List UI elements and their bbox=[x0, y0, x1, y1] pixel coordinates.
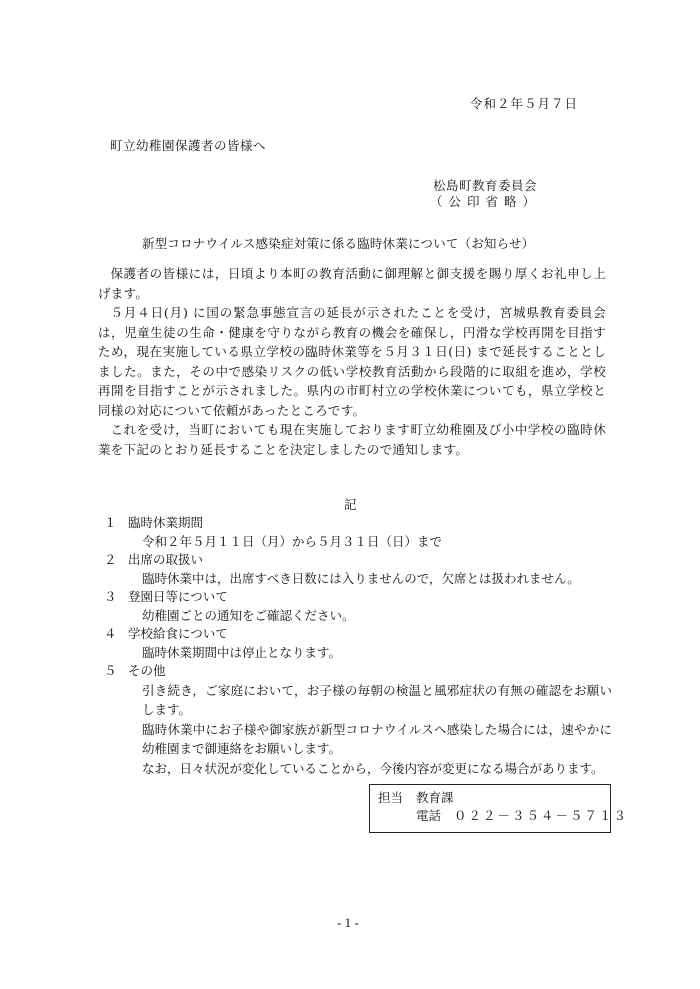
item-number: ２ bbox=[104, 552, 117, 567]
addressee: 町立幼稚園保護者の皆様へ bbox=[110, 138, 267, 153]
document-title: 新型コロナウイルス感染症対策に係る臨時休業について（お知らせ） bbox=[142, 236, 535, 251]
item-heading: 臨時休業期間 bbox=[128, 515, 204, 530]
contact-department: 教育課 bbox=[416, 790, 454, 805]
sender-name: 松島町教育委員会 bbox=[433, 178, 538, 193]
contact-box bbox=[369, 784, 629, 833]
item-text: なお，日々状況が変化していることから，今後内容が変更になる場合があります。 bbox=[142, 761, 604, 776]
body-paragraph: これを受け，当町においても現在実施しております町立幼稚園及び小中学校の臨時休業を下記のとおり延長することを決定しましたので通知します。 bbox=[98, 422, 606, 457]
item-text: 引き続き，ご家庭において，お子様の毎朝の検温と風邪症状の有無の確認をお願いします。 bbox=[142, 683, 612, 717]
contact-label: 担当 bbox=[378, 790, 404, 805]
body-paragraph: ５月４日(月) に国の緊急事態宣言の延長が示されたことを受け，宮城県教育委員会は，児童生徒の生命・健康を守りながら教育の機会を確保し，円滑な学校再開を目指すため，現在実施している県立学校の臨時休業等を５月３１日(日) まで延長することとしました。また，その中で感染リスクの低い学校教育活動から段階的に取組を進め，学校再開を目指すことが示されました。県内の市町村立の学校休業についても，県立学校と同様の対応について依頼があったところです。 bbox=[98, 305, 606, 418]
seal-note: （公印省略） bbox=[430, 194, 542, 209]
issue-date: 令和２年５月７日 bbox=[470, 96, 579, 111]
page-number: - 1 - bbox=[337, 915, 359, 930]
item-heading: その他 bbox=[128, 663, 166, 678]
item-heading: 出席の取扱い bbox=[128, 552, 204, 567]
item-number: ４ bbox=[104, 626, 117, 641]
ki-heading: 記 bbox=[344, 497, 357, 512]
item-text: 臨時休業中にお子様や御家族が新型コロナウイルスへ感染した場合には，速やかに幼稚園まで御連絡をお願いします。 bbox=[142, 722, 612, 756]
item-text: 臨時休業中は，出席すべき日数には入りませんので，欠席とは扱われません。 bbox=[142, 571, 580, 586]
body-paragraph: 保護者の皆様には，日頃より本町の教育活動に御理解と御支援を賜り厚くお礼申し上げます。 bbox=[98, 266, 606, 301]
item-heading: 登園日等について bbox=[128, 589, 228, 604]
item-number: １ bbox=[104, 515, 117, 530]
item-number: ３ bbox=[104, 589, 117, 604]
item-heading: 学校給食について bbox=[128, 626, 228, 641]
item-text: 幼稚園ごとの通知をご確認ください。 bbox=[142, 608, 355, 623]
body-text bbox=[98, 264, 606, 459]
item-text: 令和２年５月１１日（月）から５月３１日（日）まで bbox=[142, 534, 443, 549]
item-text: 臨時休業期間中は停止となります。 bbox=[142, 645, 342, 660]
item-number: ５ bbox=[104, 663, 117, 678]
contact-phone-label: 電話 bbox=[416, 808, 442, 823]
contact-phone: ０２２－３５４－５７１３ bbox=[454, 808, 629, 823]
